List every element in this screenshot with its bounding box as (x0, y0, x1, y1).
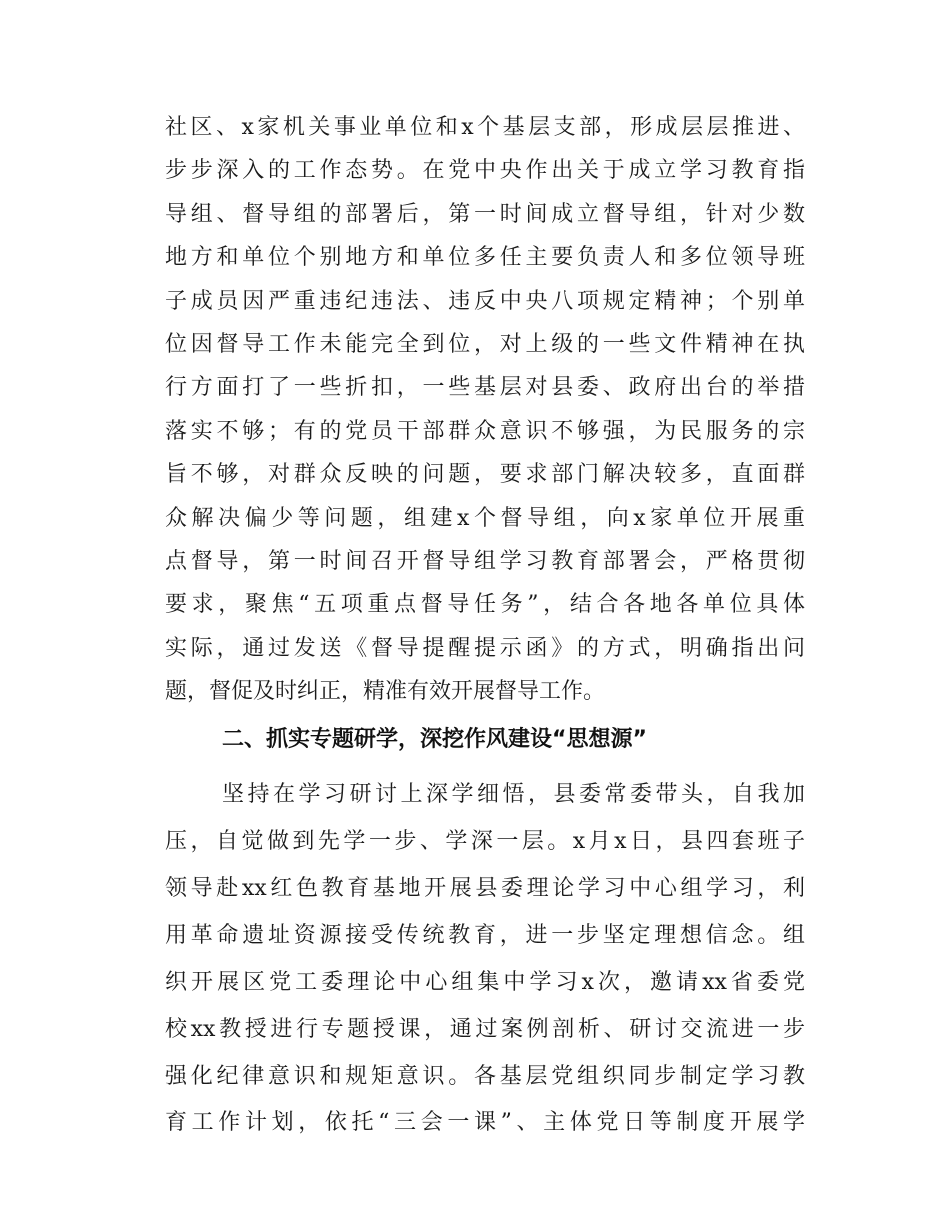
text-line: 导组、督导组的部署后，第一时间成立督导组，针对少数 (165, 201, 805, 227)
text-line: 落实不够；有的党员干部群众意识不够强，为民服务的宗 (165, 418, 805, 444)
text-line: 题，督促及时纠正，精准有效开展督导工作。 (165, 679, 606, 705)
text-line: 校xx教授进行专题授课，通过案例剖析、研讨交流进一步 (165, 1017, 805, 1042)
text-line: 子成员因严重违纪违法、违反中央八项规定精神；个别单 (165, 288, 805, 314)
text-line: 用革命遗址资源接受传统教育，进一步坚定理想信念。组 (165, 923, 805, 948)
text-line: 旨不够，对群众反映的问题，要求部门解决较多，直面群 (165, 462, 805, 488)
text-line: 要求，聚焦“五项重点督导任务”，结合各地各单位具体 (165, 592, 805, 618)
text-line: 位因督导工作未能完全到位，对上级的一些文件精神在执 (165, 332, 805, 357)
text-line: 步步深入的工作态势。在党中央作出关于成立学习教育指 (165, 158, 805, 184)
text-line: 织开展区党工委理论中心组集中学习x次，邀请xx省委党 (165, 970, 805, 995)
text-line: 坚持在学习研讨上深学细悟，县委常委带头，自我加 (222, 782, 805, 807)
text-line: 社区、x家机关事业单位和x个基层支部，形成层层推进、 (165, 115, 805, 140)
text-line: 压，自觉做到先学一步、学深一层。x月x日，县四套班子 (165, 829, 805, 854)
text-line: 众解决偏少等问题，组建x个督导组，向x家单位开展重 (165, 505, 805, 531)
section-heading: 二、抓实专题研学，深挖作风建设“思想源” (222, 727, 647, 752)
text-line: 行方面打了一些折扣，一些基层对县委、政府出台的举措 (165, 375, 805, 401)
text-line: 点督导，第一时间召开督导组学习教育部署会，严格贯彻 (165, 549, 805, 574)
text-line: 领导赴xx红色教育基地开展县委理论学习中心组学习，利 (165, 876, 805, 901)
text-line: 实际，通过发送《督导提醒提示函》的方式，明确指出问 (165, 635, 805, 661)
text-line: 育工作计划，依托“三会一课”、主体党日等制度开展学 (165, 1110, 805, 1135)
text-line: 强化纪律意识和规矩意识。各基层党组织同步制定学习教 (165, 1064, 805, 1089)
text-line: 地方和单位个别地方和单位多任主要负责人和多位领导班 (165, 245, 805, 271)
